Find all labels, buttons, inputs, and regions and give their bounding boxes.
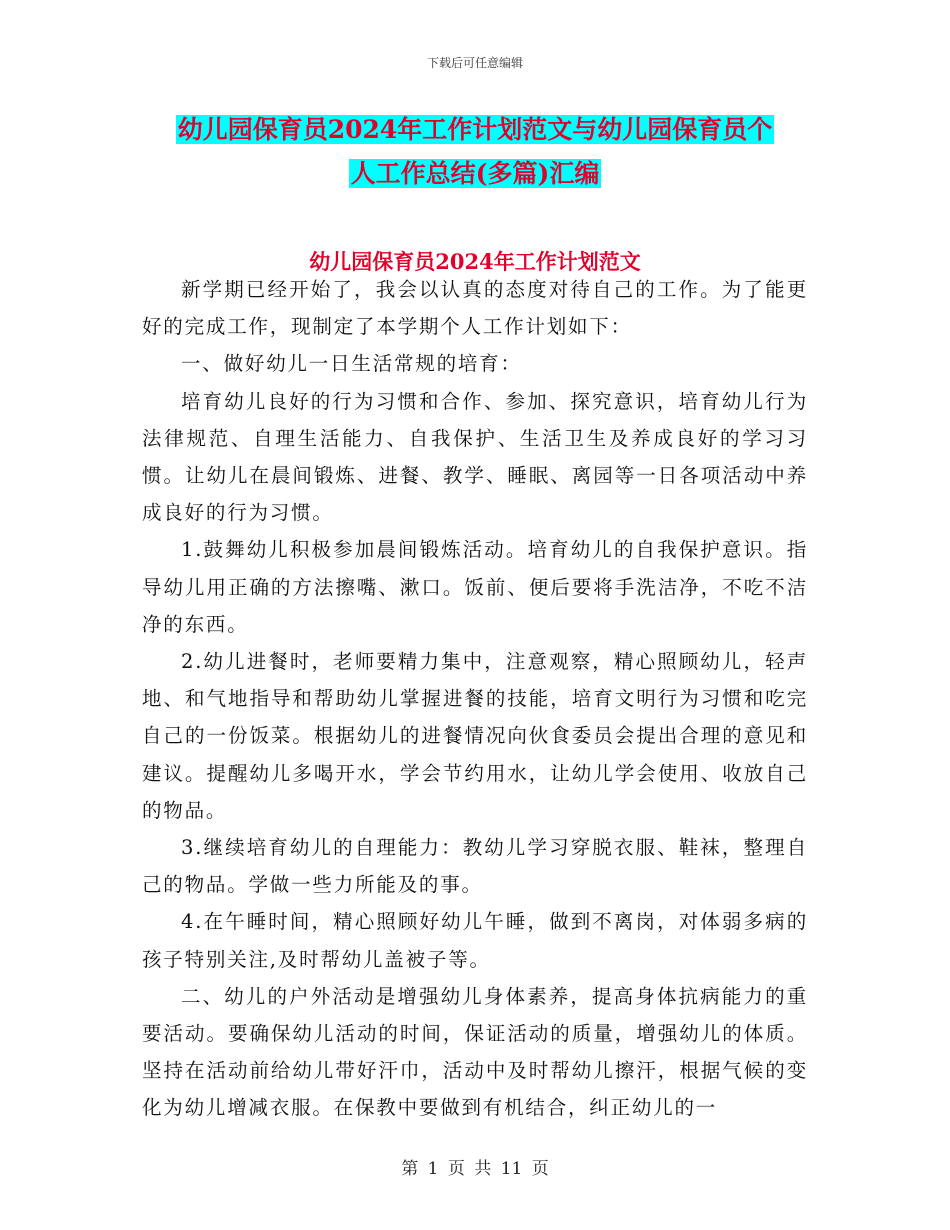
title-line-2-text: 人工作总结(多篇)汇编 (350, 159, 600, 188)
paragraph: 培育幼儿良好的行为习惯和合作、参加、探究意识，培育幼儿行为法律规范、自理生活能力、自我保护、生活卫生及养成良好的学习习惯。让幼儿在晨间锻炼、进餐、教学、睡眠、离园等一日各项活动中养成良好的行为习惯。 (142, 389, 808, 525)
body-text (142, 271, 808, 1127)
page-footer: 第 1 页 共 11 页 (401, 1159, 549, 1179)
paragraph: 4.在午睡时间，精心照顾好幼儿午睡，做到不离岗，对体弱多病的孩子特别关注,及时帮幼儿盖被子等。 (142, 910, 808, 971)
page-header-note: 下载后可任意编辑 (426, 56, 523, 70)
section-title: 幼儿园保育员2024年工作计划范文 (309, 249, 641, 274)
paragraph: 1.鼓舞幼儿积极参加晨间锻炼活动。培育幼儿的自我保护意识。指导幼儿用正确的方法擦嘴、漱口。饭前、便后要将手洗洁净，不吃不洁净的东西。 (142, 538, 808, 636)
paragraph: 二、幼儿的户外活动是增强幼儿身体素养，提高身体抗病能力的重要活动。要确保幼儿活动的时间，保证活动的质量，增强幼儿的体质。坚持在活动前给幼儿带好汗巾，活动中及时帮幼儿擦汗，根据气候的变化为幼儿增减衣服。在保教中要做到有机结合，纠正幼儿的一 (142, 984, 808, 1120)
paragraph: 3.继续培育幼儿的自理能力：教幼儿学习穿脱衣服、鞋袜，整理自己的物品。学做一些力所能及的事。 (142, 836, 808, 897)
title-line-1-text: 幼儿园保育员2024年工作计划范文与幼儿园保育员个 (177, 115, 773, 144)
paragraph: 一、做好幼儿一日生活常规的培育： (181, 352, 522, 376)
paragraph: 新学期已经开始了，我会以认真的态度对待自己的工作。为了能更好的完成工作，现制定了本学期个人工作计划如下： (142, 278, 808, 339)
document-title-line-1 (0, 110, 950, 150)
paragraph: 2.幼儿进餐时，老师要精力集中，注意观察，精心照顾幼儿，轻声地、和气地指导和帮助幼儿掌握进餐的技能，培育文明行为习惯和吃完自己的一份饭菜。根据幼儿的进餐情况向伙食委员会提出合理的意见和建议。提醒幼儿多喝开水，学会节约用水，让幼儿学会使用、收放自己的物品。 (142, 650, 808, 822)
document-title-line-2 (0, 154, 950, 194)
